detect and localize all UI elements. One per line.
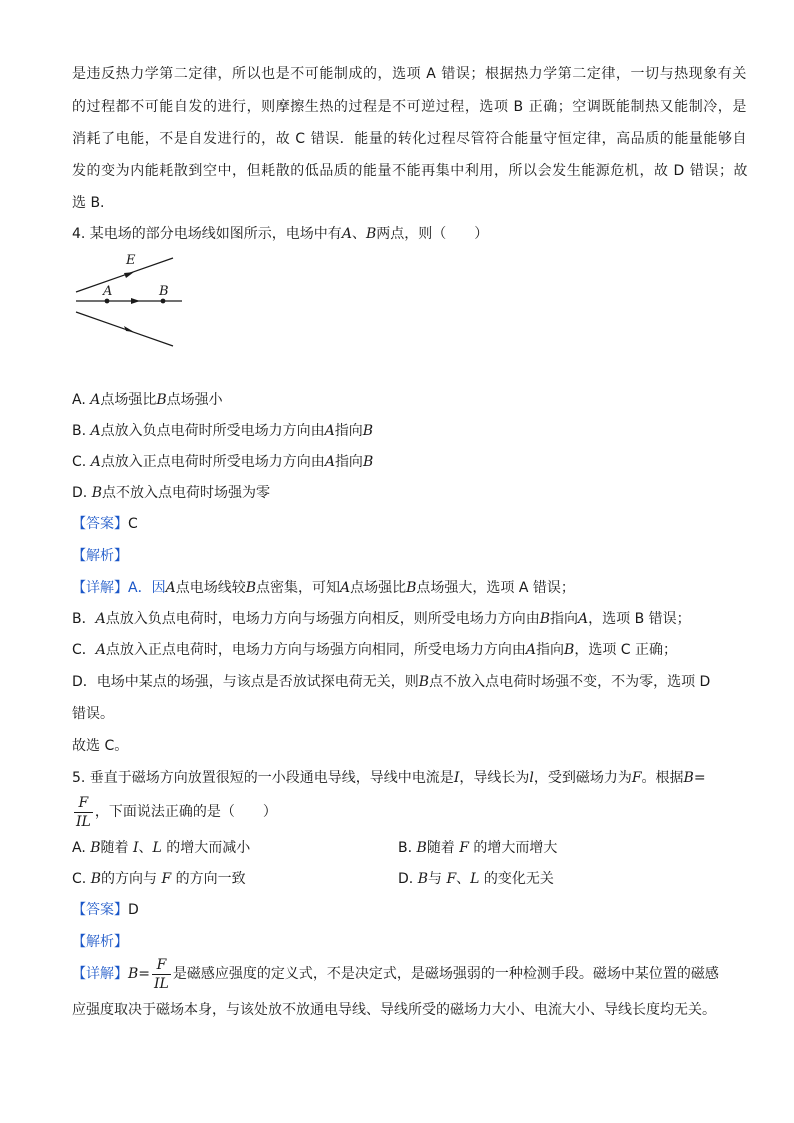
arrow-middle-icon bbox=[131, 298, 140, 304]
q5-option-c: C. B的方向与 F 的方向一致 bbox=[72, 871, 246, 887]
q5-option-a: A. B随着 I、L 的增大而减小 bbox=[72, 840, 251, 856]
point-a-dot bbox=[105, 299, 110, 304]
field-line-bottom bbox=[76, 312, 173, 346]
q4-option-d: D. B点不放入点电荷时场强为零 bbox=[72, 485, 270, 501]
q5-option-d: D. B与 F、L 的变化无关 bbox=[398, 871, 554, 887]
q4-stem: 4. 某电场的部分电场线如图所示，电场中有A、B两点，则（ ） bbox=[72, 226, 489, 242]
formula-fraction: $\frac{F}{IL}$ bbox=[76, 794, 91, 830]
prev-analysis-line-3: 消耗了电能，不是自发进行的，故 C 错误．能量的转化过程尽管符合能量守恒定律，高品质的能量能够自 bbox=[72, 131, 748, 147]
q4-detail-c: C．A点放入正点电荷时，电场力方向与场强方向相同，所受电场力方向由A指向B，选项 C 正确； bbox=[72, 642, 678, 658]
q4-answer: 【答案】C bbox=[72, 516, 138, 532]
electric-field-diagram bbox=[70, 250, 190, 350]
q4-detail-a: 【详解】A．因A点电场线较B点密集，可知A点场强比B点场强大，选项 A 错误； bbox=[72, 580, 575, 596]
q4-detail-b: B．A点放入负点电荷时，电场力方向与场强方向相反，则所受电场力方向由B指向A，选项 B 错误； bbox=[72, 611, 691, 627]
arrow-top-icon bbox=[124, 272, 134, 278]
q4-detail-d-cont: 错误。 bbox=[72, 706, 114, 722]
definition-fraction: $\frac{F}{IL}$ bbox=[154, 956, 169, 992]
q4-option-a: A. A点场强比B点场强小 bbox=[72, 392, 223, 408]
label-e: E bbox=[126, 253, 136, 268]
q5-analysis-heading: 【解析】 bbox=[72, 934, 128, 950]
q4-option-b: B. A点放入负点电荷时所受电场力方向由A指向B bbox=[72, 423, 374, 439]
q4-option-c: C. A点放入正点电荷时所受电场力方向由A指向B bbox=[72, 454, 374, 470]
q5-detail-line-1: 【详解】B= $\frac{F}{IL}$ 是磁感应强度的定义式，不是决定式，是磁场强弱的一种检测手段。磁场中某位置的磁感 bbox=[72, 956, 719, 992]
label-b: B bbox=[159, 284, 169, 299]
q5-stem-line-1: 5. 垂直于磁场方向放置很短的一小段通电导线，导线中电流是I，导线长为l，受到磁场力为F。根据B= bbox=[72, 770, 706, 786]
q4-analysis-heading: 【解析】 bbox=[72, 548, 128, 564]
prev-analysis-line-2: 的过程都不可能自发的进行，则摩擦生热的过程是不可逆过程，选项 B 正确；空调既能制热又能制冷，是 bbox=[72, 99, 747, 115]
prev-analysis-line-1: 是违反热力学第二定律，所以也是不可能制成的，选项 A 错误；根据热力学第二定律，一切与热现象有关 bbox=[72, 66, 747, 82]
q4-detail-d: D．电场中某点的场强，与该点是否放试探电荷无关，则B点不放入点电荷时场强不变，不为零，选项 D bbox=[72, 674, 711, 690]
q5-stem-line-2: $\frac{F}{IL}$ ，下面说法正确的是（ ） bbox=[76, 794, 277, 830]
q5-option-b: B. B随着 F 的增大而增大 bbox=[398, 840, 558, 856]
label-a: A bbox=[103, 284, 113, 299]
q5-detail-line-2: 应强度取决于磁场本身，与该处放不放通电导线、导线所受的磁场力大小、电流大小、导线长度均无关。 bbox=[72, 1002, 716, 1018]
prev-analysis-line-4: 发的变为内能耗散到空中，但耗散的低品质的能量不能再集中利用，所以会发生能源危机，故 D 错误；故 bbox=[72, 163, 749, 179]
point-b-dot bbox=[161, 299, 166, 304]
q4-conclusion: 故选 C。 bbox=[72, 738, 129, 754]
arrow-bottom-icon bbox=[124, 326, 134, 332]
prev-analysis-line-5: 选 B. bbox=[72, 195, 105, 211]
q5-answer: 【答案】D bbox=[72, 902, 139, 918]
